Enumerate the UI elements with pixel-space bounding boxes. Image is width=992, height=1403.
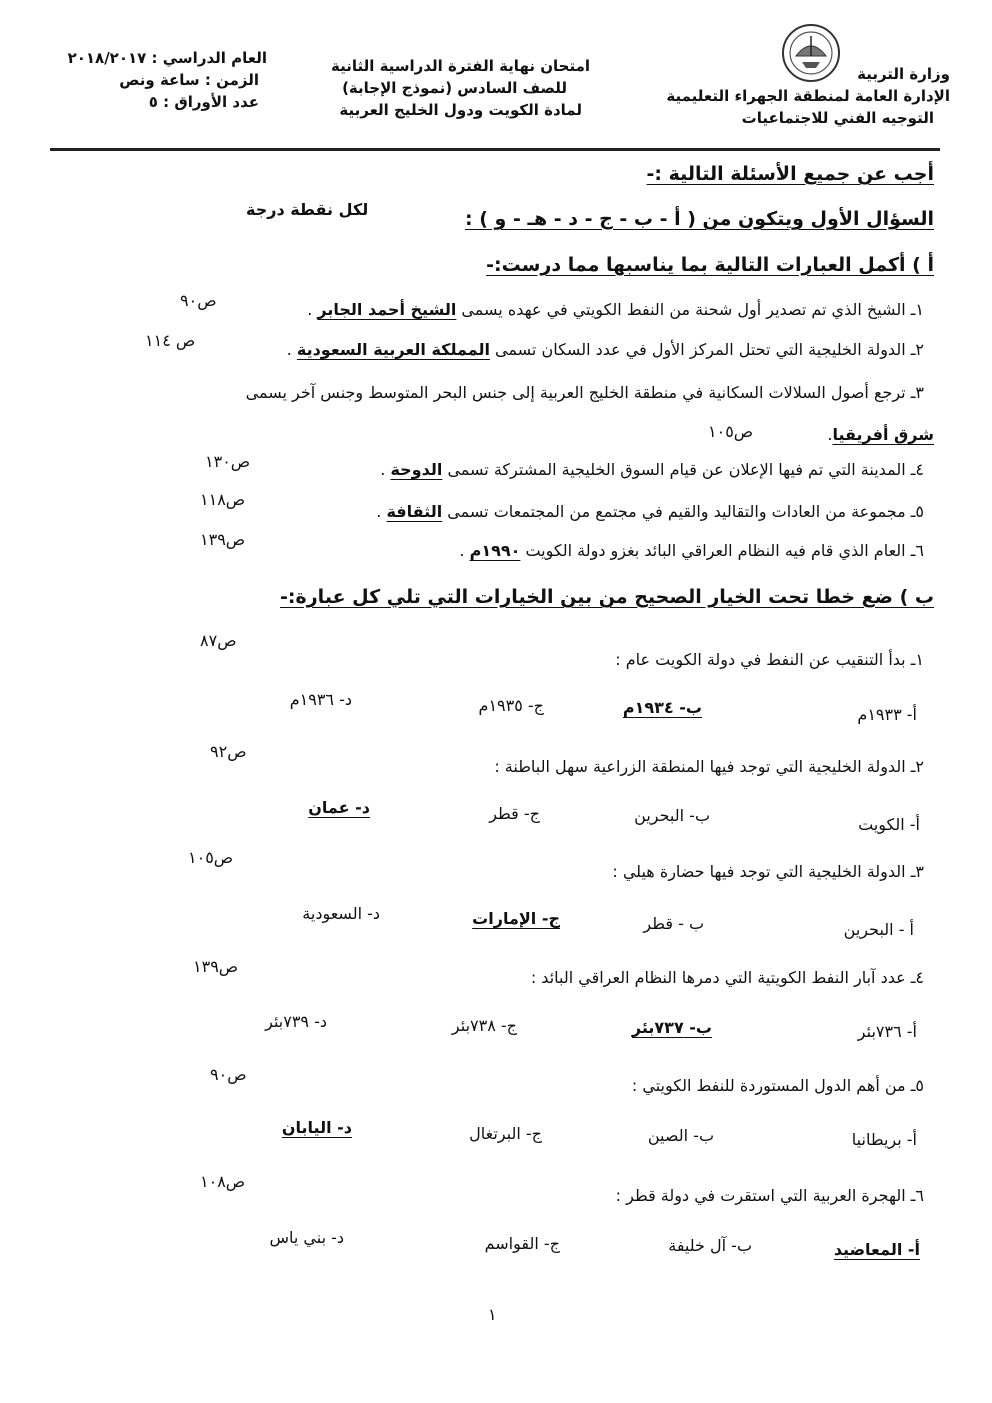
option: د- ٧٣٩بئر [265, 1012, 327, 1031]
partA-item-3-answer: شرق أفريقيا. [827, 425, 934, 444]
option: أ- بريطانيا [851, 1130, 917, 1149]
partA-heading: أ ) أكمل العبارات التالية بما يناسبها مما درست:- [486, 254, 934, 276]
page-ref: ص٩٠ [180, 291, 217, 310]
partA-item-5: ٥ـ مجموعة من العادات والتقاليد والقيم في مجتمع من المجتمعات تسمى الثقافة . [376, 502, 924, 521]
option: أ - البحرين [843, 920, 914, 939]
option: ب - قطر [643, 914, 704, 933]
ministry-line-1: وزارة التربية [857, 65, 950, 83]
exam-title-1: امتحان نهاية الفترة الدراسية الثانية [330, 57, 590, 75]
page-ref: ص١١٨ [200, 490, 246, 509]
partB-question-5: ٥ـ من أهم الدول المستوردة للنفط الكويتي : [631, 1076, 924, 1095]
answer: ١٩٩٠م [469, 541, 521, 560]
option: د- بني ياس [269, 1228, 344, 1247]
answer: الشيخ أحمد الجابر [317, 300, 457, 319]
exam-title-3: لمادة الكويت ودول الخليج العربية [339, 101, 582, 119]
page-ref: ص ١١٤ [145, 331, 196, 350]
option: د- السعودية [302, 904, 380, 923]
page-ref: ص١٠٨ [200, 1172, 246, 1191]
option: د- ١٩٣٦م [289, 690, 352, 709]
option-correct: د- اليابان [281, 1118, 352, 1137]
q1-title: السؤال الأول ويتكون من ( أ - ب - ج - د - هـ - و ) : [465, 208, 934, 230]
option: ج- ٧٣٨بئر [451, 1016, 517, 1035]
page-ref: ص٩٢ [210, 742, 247, 761]
option-correct: أ- المعاضيد [833, 1240, 920, 1259]
page-ref: ص١٣٩ [193, 957, 239, 976]
partB-question-1: ١ـ بدأ التنقيب عن النفط في دولة الكويت عام : [615, 650, 924, 669]
partA-item-1: ١ـ الشيخ الذي تم تصدير أول شحنة من النفط الكويتي في عهده يسمى الشيخ أحمد الجابر . [307, 300, 924, 319]
partA-item-4: ٤ـ المدينة التي تم فيها الإعلان عن قيام السوق الخليجية المشتركة تسمى الدوحة . [380, 460, 924, 479]
page-ref: ص١٣٠ [205, 452, 251, 471]
answer: شرق أفريقيا [832, 425, 934, 444]
option-correct: ج- الإمارات [472, 909, 560, 928]
option-correct: د- عمان [308, 798, 370, 817]
exam-duration: الزمن : ساعة ونص [119, 71, 259, 89]
partB-heading: ب ) ضع خطا تحت الخيار الصحيح من بين الخيارات التي تلي كل عبارة:- [280, 586, 934, 608]
partA-item-3: ٣ـ ترجع أصول السلالات السكانية في منطقة الخليج العربية إلى جنس البحر المتوسط وجنس آخر يسمى [245, 383, 924, 402]
partB-question-6: ٦ـ الهجرة العربية التي استقرت في دولة قطر : [615, 1186, 924, 1205]
academic-year: العام الدراسي : ٢٠١٨/٢٠١٧ [67, 49, 267, 67]
answer: المملكة العربية السعودية [296, 340, 490, 359]
answer: الدوحة [390, 460, 443, 479]
ministry-line-3: التوجيه الفني للاجتماعيات [741, 109, 934, 127]
option: ب- البحرين [634, 806, 710, 825]
sheet-count: عدد الأوراق : ٥ [148, 93, 259, 111]
option-correct: ب- ٧٣٧بئر [631, 1018, 712, 1037]
ministry-emblem [780, 22, 842, 84]
page-ref: ص٨٧ [200, 631, 237, 650]
partA-item-2: ٢ـ الدولة الخليجية التي تحتل المركز الأول في عدد السكان تسمى المملكة العربية السعودية . [286, 340, 924, 359]
option: ب- آل خليفة [668, 1236, 752, 1255]
page-ref: ص٩٠ [210, 1065, 247, 1084]
page-ref: ص١٠٥ [188, 848, 234, 867]
option: أ- الكويت [858, 815, 920, 834]
partA-item-6: ٦ـ العام الذي قام فيه النظام العراقي البائد بغزو دولة الكويت ١٩٩٠م . [459, 541, 924, 560]
instruction: أجب عن جميع الأسئلة التالية :- [646, 163, 934, 185]
option: ج- قطر [489, 804, 540, 823]
option: أ- ٧٣٦بئر [857, 1022, 917, 1041]
option: ج- القواسم [484, 1234, 560, 1253]
q1-points: لكل نقطة درجة [246, 200, 369, 219]
page-number: ١ [488, 1305, 497, 1324]
answer: الثقافة [386, 502, 443, 521]
header-divider [50, 148, 940, 151]
partB-question-4: ٤ـ عدد آبار النفط الكويتية التي دمرها النظام العراقي البائد : [530, 968, 924, 987]
page-ref: ص١٣٩ [200, 530, 246, 549]
ministry-line-2: الإدارة العامة لمنطقة الجهراء التعليمية [666, 87, 950, 105]
option: ج- ١٩٣٥م [478, 696, 544, 715]
option: ب- الصين [647, 1126, 714, 1145]
partB-question-2: ٢ـ الدولة الخليجية التي توجد فيها المنطقة الزراعية سهل الباطنة : [494, 757, 924, 776]
exam-title-2: للصف السادس (نموذج الإجابة) [342, 79, 567, 97]
page-ref: ص١٠٥ [708, 422, 754, 441]
option-correct: ب- ١٩٣٤م [622, 698, 702, 717]
partB-question-3: ٣ـ الدولة الخليجية التي توجد فيها حضارة هيلي : [612, 862, 924, 881]
option: ج- البرتغال [469, 1124, 542, 1143]
option: أ- ١٩٣٣م [857, 705, 917, 724]
